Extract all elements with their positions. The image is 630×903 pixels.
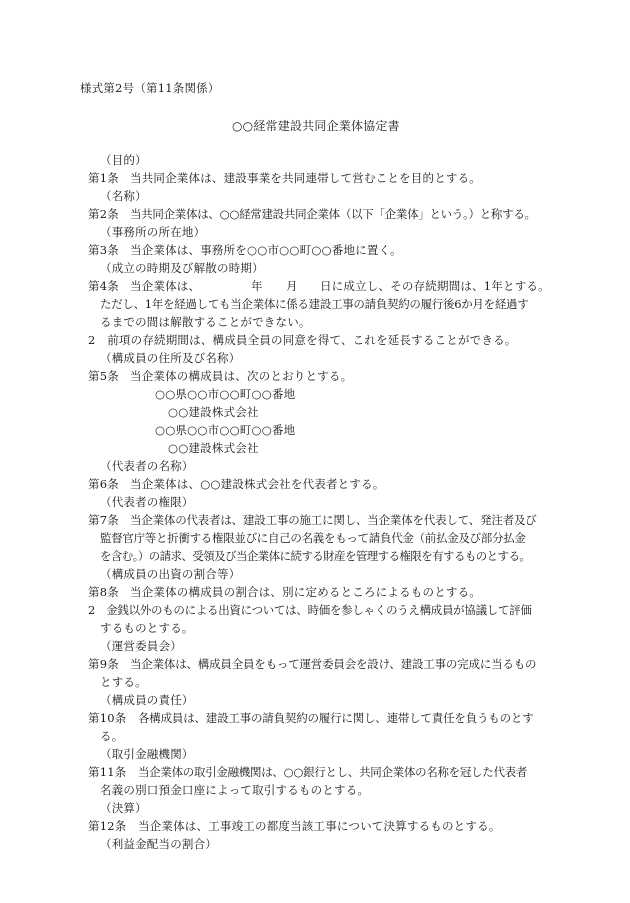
article-10-line-1: 各構成員は、建設工事の請負契約の履行に関し、連帯して責任を負うものとす — [138, 711, 534, 725]
article-9-line-1: 当企業体は、構成員全員をもって運営委員会を設け、建設工事の完成に当るもの — [130, 657, 537, 671]
document-title: ○○経常建設共同企業体協定書 — [232, 119, 400, 133]
article-4-text-a: 当企業体は、 — [130, 279, 201, 293]
article-5-heading: （構成員の住所及び名称） — [100, 351, 241, 365]
member-1-name: ○○建設株式会社 — [168, 405, 259, 419]
article-2-heading: （名称） — [100, 189, 147, 203]
article-8-number: 第8条 — [88, 585, 119, 599]
article-4-line-3: るまでの間は解散することができない。 — [100, 315, 311, 329]
article-11-line-1: 当企業体の取引金融機関は、○○銀行とし、共同企業体の名称を冠した代表者 — [138, 765, 528, 779]
article-1-heading: （目的） — [100, 153, 147, 167]
member-2-name: ○○建設株式会社 — [168, 441, 259, 455]
article-6-number: 第6条 — [88, 477, 119, 491]
article-4-number: 第4条 — [88, 279, 119, 293]
article-4-month: 月 — [286, 279, 298, 293]
article-8-paragraph-2-line-1: 2 金銭以外のものによる出資については、時価を参しゃくのうえ構成員が協議して評価 — [88, 603, 532, 617]
article-1-number: 第1条 — [88, 171, 119, 185]
article-5-number: 第5条 — [88, 369, 119, 383]
article-12-text: 当企業体は、工事竣工の都度当該工事について決算するものとする。 — [138, 819, 501, 833]
article-2-text: 当共同企業体は、○○経常建設共同企業体（以下「企業体」という。）と称する。 — [130, 207, 536, 221]
member-1-address: ○○県○○市○○町○○番地 — [155, 387, 296, 401]
article-11-line-2: 名義の別口預金口座によって取引するものとする。 — [100, 783, 370, 797]
article-4-heading: （成立の時期及び解散の時期） — [100, 261, 264, 275]
article-10-heading: （構成員の責任） — [100, 693, 194, 707]
article-4-year: 年 — [251, 279, 263, 293]
article-2-number: 第2条 — [88, 207, 119, 221]
article-9-line-2: とする。 — [100, 675, 147, 689]
article-4-line-2: ただし、1年を経過しても当企業体に係る建設工事の請負契約の履行後6か月を経過す — [100, 297, 529, 311]
article-12-heading: （決算） — [100, 801, 147, 815]
article-7-line-3: を含む。）の請求、受領及び当企業体に続する財産を管理する権限を有するものとする。 — [100, 549, 531, 563]
article-6-text: 当企業体は、○○建設株式会社を代表者とする。 — [130, 477, 385, 491]
article-9-heading: （運営委員会） — [100, 639, 182, 653]
article-1-text: 当共同企業体は、建設事業を共同連帯して営むことを目的とする。 — [130, 171, 481, 185]
article-13-heading: （利益金配当の割合） — [100, 837, 217, 851]
article-7-number: 第7条 — [88, 513, 119, 527]
article-3-number: 第3条 — [88, 243, 119, 257]
article-3-heading: （事務所の所在地） — [100, 225, 206, 239]
article-10-number: 第10条 — [88, 711, 127, 725]
article-6-heading: （代表者の名称） — [100, 459, 194, 473]
article-8-paragraph-2-line-2: するものとする。 — [100, 621, 194, 635]
form-label: 様式第2号（第11条関係） — [80, 81, 220, 95]
article-10-line-2: る。 — [100, 729, 124, 743]
article-9-number: 第9条 — [88, 657, 119, 671]
article-7-line-2: 監督官庁等と折衝する権限並びに自己の名義をもって請負代金（前払金及び部分払金 — [100, 531, 526, 545]
article-7-line-1: 当企業体の代表者は、建設工事の施工に関し、当企業体を代表して、発注者及び — [130, 513, 537, 527]
article-8-heading: （構成員の出資の割合等） — [100, 567, 241, 581]
article-7-heading: （代表者の権限） — [100, 495, 194, 509]
article-12-number: 第12条 — [88, 819, 127, 833]
member-2-address: ○○県○○市○○町○○番地 — [155, 423, 296, 437]
article-8-text: 当企業体の構成員の割合は、別に定めるところによるものとする。 — [130, 585, 481, 599]
article-4-paragraph-2: 2 前項の存続期間は、構成員全員の同意を得て、これを延長することができる。 — [88, 333, 517, 347]
article-5-text: 当企業体の構成員は、次のとおりとする。 — [130, 369, 353, 383]
article-11-heading: （取引金融機関） — [100, 747, 194, 761]
article-3-text: 当企業体は、事務所を○○市○○町○○番地に置く。 — [130, 243, 402, 257]
article-4-text-b: 日に成立し、その存続期間は、1年とする。 — [320, 279, 550, 293]
article-11-number: 第11条 — [88, 765, 127, 779]
